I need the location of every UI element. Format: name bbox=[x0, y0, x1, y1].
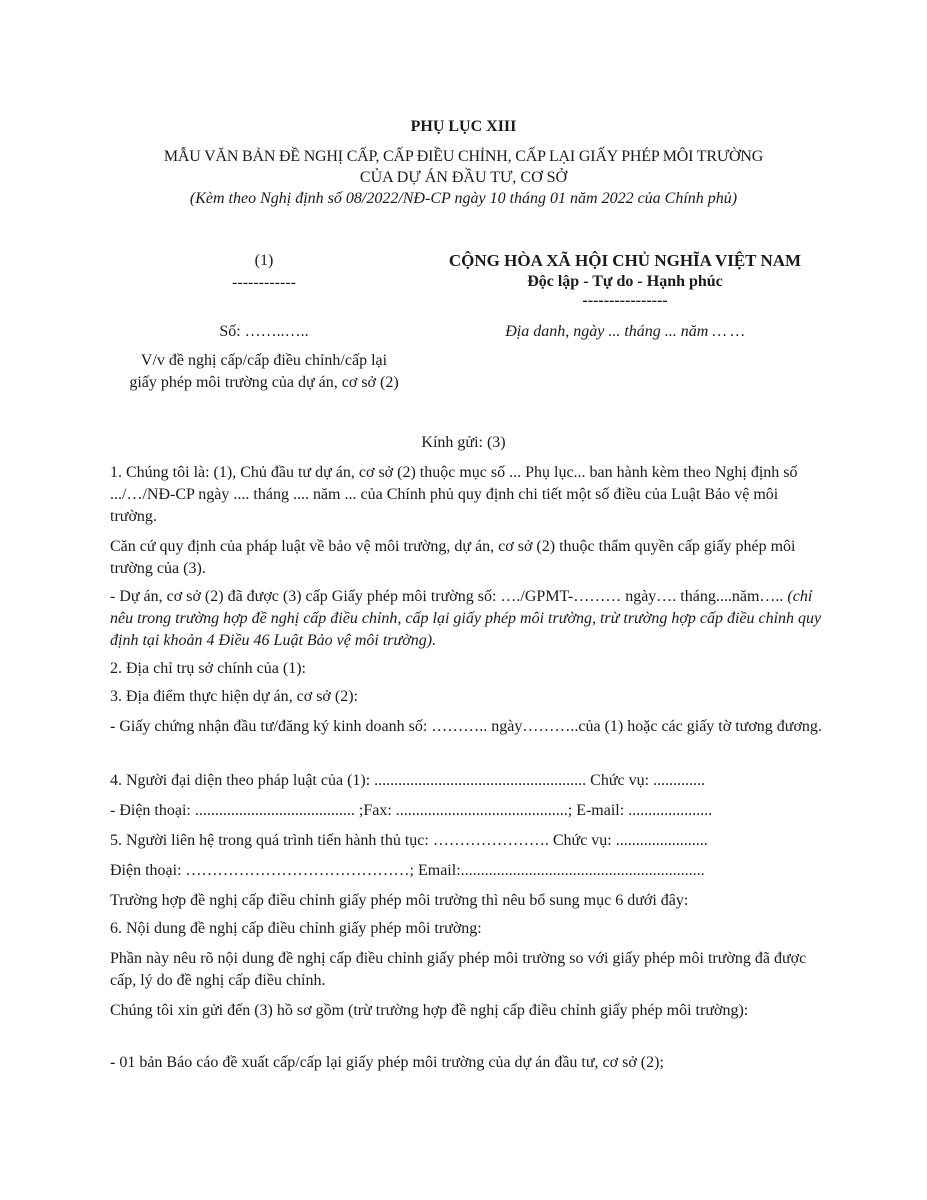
place-and-date: Địa danh, ngày ... tháng ... năm … … bbox=[505, 323, 745, 340]
subject-line-2: giấy phép môi trường của dự án, cơ sở (2) bbox=[129, 374, 399, 391]
decree-reference: (Kèm theo Nghị định số 08/2022/NĐ-CP ngày 10 tháng 01 năm 2022 của Chính phủ) bbox=[189, 190, 738, 207]
country-name: CỘNG HÒA XÃ HỘI CHỦ NGHĨA VIỆT NAM bbox=[448, 251, 802, 270]
paragraph-legal-representative: 4. Người đại diện theo pháp luật của (1): ..................................................... Chức vụ: ............. bbox=[110, 772, 706, 789]
document-number: Số: ……..….. bbox=[219, 323, 309, 340]
organization-divider: ------------ bbox=[232, 274, 296, 291]
recipient-line: Kính gửi: (3) bbox=[421, 434, 506, 451]
organization-placeholder: (1) bbox=[254, 252, 274, 269]
paragraph-adjustment-note: Trường hợp đề nghị cấp điều chỉnh giấy phép môi trường thì nêu bổ sung mục 6 dưới đây: bbox=[110, 892, 689, 909]
paragraph-3 bbox=[110, 586, 822, 652]
paragraph-dossier-intro: Chúng tôi xin gửi đến (3) hồ sơ gồm (trừ trường hợp đề nghị cấp điều chỉnh giấy phép môi trường): bbox=[110, 1002, 749, 1019]
paragraph-investment-certificate: - Giấy chứng nhận đầu tư/đăng ký kinh doanh số: ……….. ngày………..của (1) hoặc các giấy tờ tương đương. bbox=[110, 718, 822, 735]
paragraph-project-location: 3. Địa điểm thực hiện dự án, cơ sở (2): bbox=[110, 688, 358, 705]
document-title-line-2: CỦA DỰ ÁN ĐẦU TƯ, CƠ SỞ bbox=[359, 169, 568, 186]
paragraph-contact-phone-email: Điện thoại: ……………………………………; Email:............................................................. bbox=[110, 862, 705, 879]
paragraph-3-italic-note: (chỉ nêu trong trường hợp đề nghị cấp điều chỉnh, cấp lại giấy phép môi trường, trừ trường hợp cấp điều chỉnh quy định tại khoản 4 Điều 46 Luật Bảo vệ môi trường). bbox=[110, 588, 822, 649]
paragraph-contact-person: 5. Người liên hệ trong quá trình tiến hành thủ tục: …………………. Chức vụ: ....................... bbox=[110, 832, 708, 849]
paragraph-3-text: - Dự án, cơ sở (2) đã được (3) cấp Giấy phép môi trường số: …./GPMT-……… ngày…. tháng....năm….. bbox=[110, 588, 788, 605]
paragraph-adjustment-content: Phần này nêu rõ nội dung đề nghị cấp điều chỉnh giấy phép môi trường so với giấy phép môi trường đã được cấp, lý do đề nghị cấp điều chỉnh. bbox=[110, 950, 807, 989]
national-motto: Độc lập - Tự do - Hạnh phúc bbox=[527, 273, 723, 290]
paragraph-adjustment-heading: 6. Nội dung đề nghị cấp điều chỉnh giấy phép môi trường: bbox=[110, 920, 482, 937]
appendix-title: PHỤ LỤC XIII bbox=[410, 118, 517, 135]
motto-divider: ---------------- bbox=[582, 292, 668, 309]
document-title-line-1: MẪU VĂN BẢN ĐỀ NGHỊ CẤP, CẤP ĐIỀU CHỈNH, CẤP LẠI GIẤY PHÉP MÔI TRƯỜNG bbox=[163, 148, 764, 165]
paragraph-head-office: 2. Địa chỉ trụ sở chính của (1): bbox=[110, 660, 306, 677]
paragraph-dossier-item-1: - 01 bản Báo cáo đề xuất cấp/cấp lại giấy phép môi trường của dự án đầu tư, cơ sở (2); bbox=[110, 1054, 664, 1071]
paragraph-contact-phone-fax: - Điện thoại: ........................................ ;Fax: ...........................................; E-mail: ..................... bbox=[110, 802, 713, 819]
paragraph-2: Căn cứ quy định của pháp luật về bảo vệ môi trường, dự án, cơ sở (2) thuộc thẩm quyền cấp giấy phép môi trường của (3). bbox=[110, 538, 796, 577]
subject-line-1: V/v đề nghị cấp/cấp điều chỉnh/cấp lại bbox=[140, 352, 388, 369]
paragraph-1: 1. Chúng tôi là: (1), Chủ đầu tư dự án, cơ sở (2) thuộc mục số ... Phụ lục... ban hành kèm theo Nghị định số .../…/NĐ-CP ngày .... tháng .... năm ... của Chính phủ quy định chi tiết một số điều của Luật Bảo vệ môi trường. bbox=[110, 464, 798, 525]
